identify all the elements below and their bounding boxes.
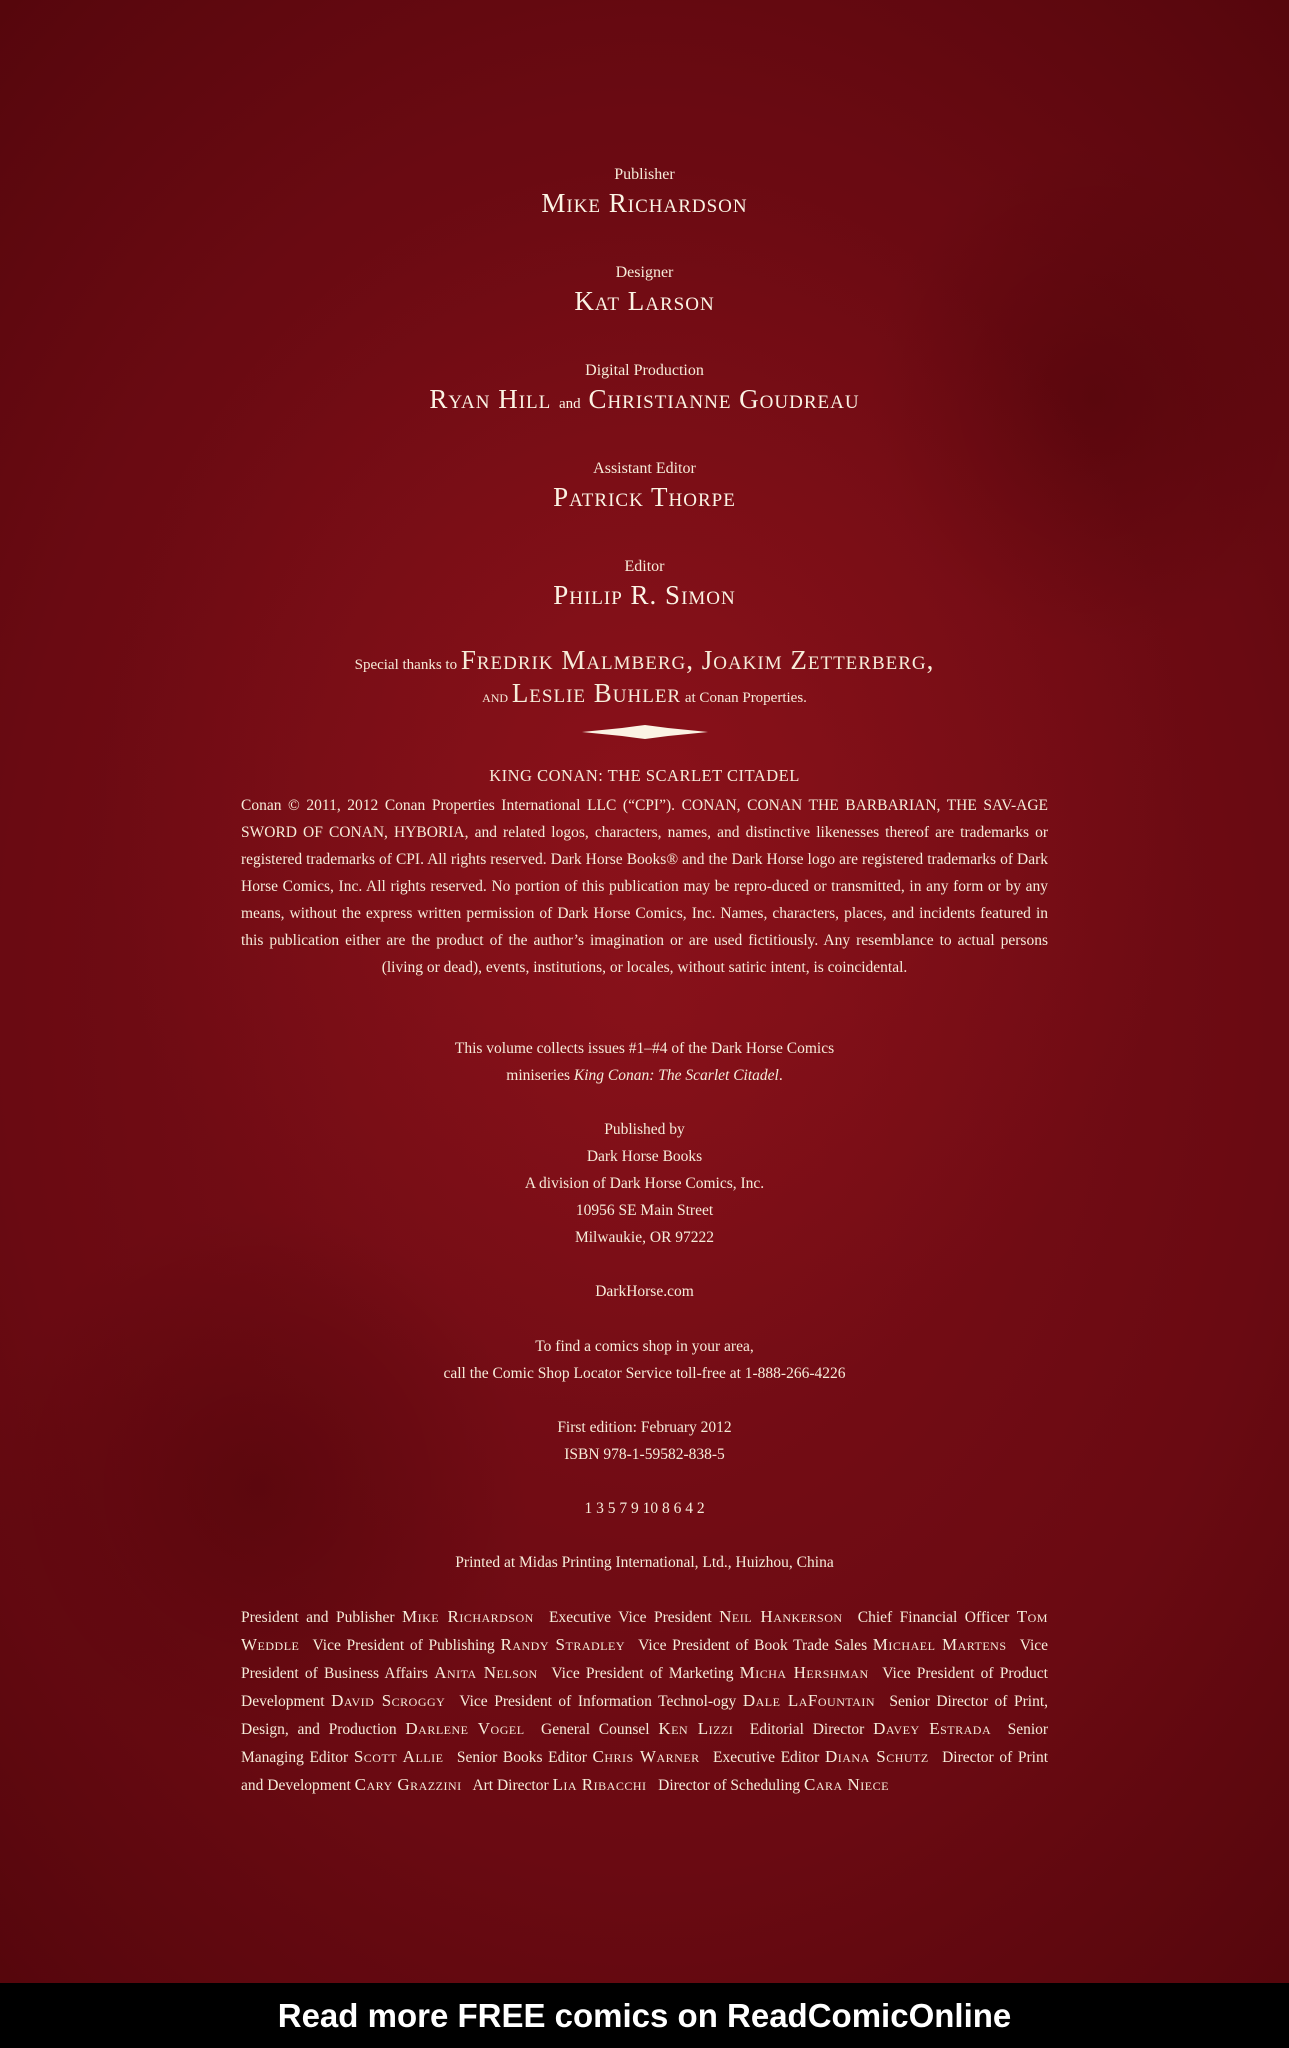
shop-locator-block: [0, 1333, 1289, 1387]
staff-name: Lia Ribacchi: [552, 1775, 647, 1794]
assistant-editor-role: Assistant Editor: [593, 460, 696, 477]
staff-name: Neil Hankerson: [719, 1607, 843, 1626]
publisher-company: Dark Horse Books: [586, 1148, 703, 1165]
staff-title: General Counsel: [541, 1721, 650, 1738]
series-title: King Conan: The Scarlet Citadel: [573, 1067, 779, 1084]
thanks-suffix: at Conan Properties.: [684, 690, 807, 706]
staff-title: Art Director: [472, 1777, 549, 1794]
shop-locator-line-2: call the Comic Shop Locator Service toll-free at 1-888-266-4226: [443, 1365, 846, 1382]
editor-name: Philip R. Simon: [553, 580, 736, 610]
staff-title: Vice President of Business Affairs: [241, 1637, 1049, 1682]
staff-name: Randy Stradley: [500, 1635, 626, 1654]
publisher-city: Milwaukie, OR 97222: [574, 1229, 715, 1246]
staff-name: Diana Schutz: [824, 1747, 929, 1766]
printed-at: Printed at Midas Printing International, Ltd., Huizhou, China: [455, 1554, 834, 1571]
designer-role: Designer: [615, 264, 674, 281]
publisher-role: Publisher: [614, 166, 675, 183]
isbn: ISBN 978-1-59582-838-5: [564, 1446, 725, 1463]
staff-name: Darlene Vogel: [405, 1719, 525, 1738]
publisher-division: A division of Dark Horse Comics, Inc.: [524, 1175, 765, 1192]
thanks-name-2: Leslie Buhler: [511, 678, 682, 708]
staff-title: Executive Vice President: [549, 1609, 712, 1626]
edition-block: [0, 1414, 1289, 1468]
staff-title: Director of Scheduling: [658, 1777, 801, 1794]
published-by-line: Published by: [604, 1121, 685, 1138]
staff-name: Anita Nelson: [434, 1663, 538, 1682]
legal-text: Conan © 2011, 2012 Conan Properties International LLC (“CPI”). CONAN, CONAN THE BARBARIAN, THE SAV-AGE SWORD OF CONAN, HYBORIA, and related logos, characters, names, and distinctive likenesses thereof are trademarks or registered trademarks of CPI. All rights reserved. Dark Horse Books® and the Dark Horse logo are registered trademarks of Dark Horse Comics, Inc. All rights reserved. No portion of this publication may be repro-duced or transmitted, in any form or by any means, without the express written permission of Dark Horse Comics, Inc. Names, characters, places, and incidents featured in this publication either are the product of the author’s imagination or are used fictitiously. Any resemblance to actual persons (living or dead), events, institutions, or locales, without satiric intent, is coincidental.: [241, 797, 1048, 976]
collects-line-2: miniseries King Conan: The Scarlet Citadel.: [506, 1067, 783, 1084]
staff-credits: [241, 1603, 1048, 1799]
special-thanks-line-1: [0, 645, 1289, 676]
book-title: KING CONAN: THE SCARLET CITADEL: [489, 766, 800, 785]
staff-title: Vice President of Product Development: [241, 1665, 1048, 1710]
editor-role: Editor: [624, 558, 665, 575]
special-thanks-line-2: [0, 678, 1289, 709]
designer-name: Kat Larson: [574, 286, 715, 316]
staff-name: Micha Hershman: [739, 1663, 869, 1682]
digital-production-role: Digital Production: [585, 362, 704, 379]
promo-banner[interactable]: Read more FREE comics on ReadComicOnline: [0, 1983, 1289, 2048]
staff-title: Senior Managing Editor: [241, 1721, 1049, 1766]
staff-name: Chris Warner: [592, 1747, 700, 1766]
staff-title: Vice President of Book Trade Sales: [638, 1637, 868, 1654]
staff-title: Executive Editor: [713, 1749, 820, 1766]
thanks-prefix: Special thanks to: [354, 657, 458, 673]
staff-title: Vice President of Publishing: [312, 1637, 495, 1654]
staff-name: Dale LaFountain: [742, 1691, 876, 1710]
staff-title: Senior Director of Print, Design, and Production: [241, 1693, 1049, 1738]
edition-date: First edition: February 2012: [557, 1419, 732, 1436]
publisher-street: 10956 SE Main Street: [575, 1202, 714, 1219]
thanks-names-1: Fredrik Malmberg, Joakim Zetterberg,: [460, 645, 935, 675]
staff-name: Mike Richardson: [402, 1607, 534, 1626]
staff-title: Vice President of Marketing: [551, 1665, 734, 1682]
staff-name: Cary Grazzini: [354, 1775, 462, 1794]
staff-name: Davey Estrada: [873, 1719, 992, 1738]
staff-title: Vice President of Information Technol-ogy: [459, 1693, 737, 1710]
divider-ornament: [582, 725, 708, 739]
digital-production-joiner: and: [559, 396, 581, 412]
staff-name: Scott Allie: [353, 1747, 444, 1766]
digital-production-name-b: Christianne Goudreau: [588, 384, 860, 414]
staff-title: President and Publisher: [241, 1609, 395, 1626]
thanks-joiner: and: [482, 687, 509, 706]
staff-name: Ken Lizzi: [658, 1719, 734, 1738]
assistant-editor-name: Patrick Thorpe: [553, 482, 736, 512]
staff-name: Cara Niece: [804, 1775, 889, 1794]
publisher-name: Mike Richardson: [541, 188, 748, 218]
staff-title: Senior Books Editor: [456, 1749, 587, 1766]
digital-production-names: [0, 384, 1289, 415]
collects-block: [0, 1035, 1289, 1089]
shop-locator-line-1: To find a comics shop in your area,: [535, 1338, 754, 1355]
staff-name: Tom Weddle: [241, 1607, 1048, 1654]
staff-name: Michael Martens: [872, 1635, 1007, 1654]
staff-title: Editorial Director: [749, 1721, 865, 1738]
staff-title: Director of Print and Development: [241, 1749, 1048, 1794]
printing-numbers: 1 3 5 7 9 10 8 6 4 2: [584, 1500, 705, 1517]
staff-title: Chief Financial Officer: [857, 1609, 1010, 1626]
digital-production-name-a: Ryan Hill: [429, 384, 552, 414]
collects-line-1: This volume collects issues #1–#4 of the Dark Horse Comics: [454, 1040, 835, 1057]
website: DarkHorse.com: [595, 1283, 694, 1300]
staff-name: David Scroggy: [331, 1691, 446, 1710]
published-by-block: [0, 1116, 1289, 1251]
